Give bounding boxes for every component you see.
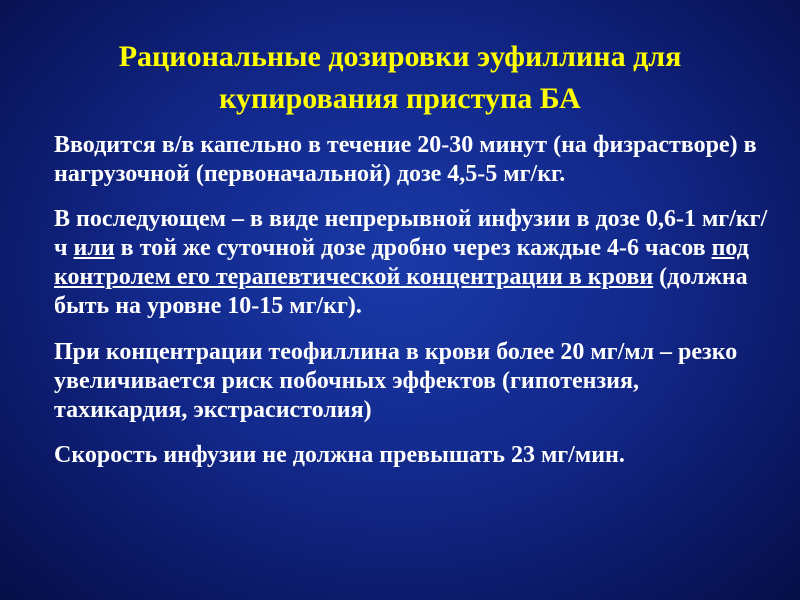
slide-title xyxy=(40,36,760,120)
maintenance-underlined-or: или xyxy=(73,235,115,261)
title-line-1: Рациональные дозировки эуфиллина для xyxy=(118,40,682,73)
maintenance-text-1: В последующем – в виде непрерывной инфузии в дозе 0,6-1 мг/кг/ч xyxy=(54,206,768,261)
paragraph-toxicity: При концентрации теофиллина в крови более 20 мг/мл – резко увеличивается риск побочных эффектов (гипотензия, тахикардия, экстрасистолия) xyxy=(54,339,738,423)
maintenance-text-3: (должна быть на уровне 10-15 мг/кг). xyxy=(54,264,748,319)
maintenance-text-2: в той же суточной дозе дробно через каждые 4-6 часов xyxy=(114,235,712,261)
paragraph-loading-dose: Вводится в/в капельно в течение 20-30 минут (на физрастворе) в нагрузочной (первоначальной) дозе 4,5-5 мг/кг. xyxy=(54,132,757,187)
paragraph-infusion-rate: Скорость инфузии не должна превышать 23 мг/мин. xyxy=(54,442,625,468)
slide-body xyxy=(54,131,772,484)
paragraph-maintenance-dose xyxy=(54,205,772,321)
maintenance-underlined-control: под контролем его терапевтической концентрации в крови xyxy=(54,235,749,290)
title-line-2: купирования приступа БА xyxy=(219,82,581,115)
